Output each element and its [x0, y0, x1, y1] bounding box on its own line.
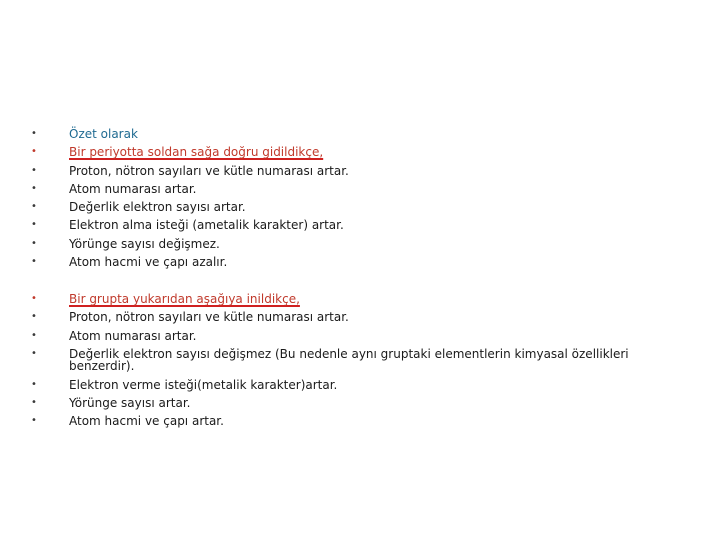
bullet-icon: • — [31, 329, 37, 341]
bullet-icon: • — [31, 128, 37, 139]
bullet-icon: • — [31, 256, 37, 268]
list-item — [28, 327, 668, 345]
list-item — [28, 412, 668, 430]
list-item-text: Değerlik elektron sayısı değişmez (Bu nedenle aynı gruptaki elementlerin kimyasal özellikleri benzerdir). — [69, 346, 629, 374]
bullet-icon: • — [31, 146, 37, 158]
list-item — [28, 253, 668, 271]
bullet-icon: • — [31, 347, 37, 359]
bullet-icon: • — [31, 415, 37, 427]
summary-heading: Özet olarak — [69, 127, 138, 141]
list-item — [28, 394, 668, 412]
group-heading: Bir grupta yukarıdan aşağıya inildikçe, — [69, 292, 300, 306]
bullet-icon: • — [31, 293, 37, 304]
bullet-icon: • — [31, 219, 37, 231]
list-item-text: Atom hacmi ve çapı azalır. — [69, 255, 228, 270]
list-item — [28, 308, 668, 326]
list-item-text: Değerlik elektron sayısı artar. — [69, 200, 246, 215]
list-item-period-heading — [28, 143, 668, 161]
period-heading: Bir periyotta soldan sağa doğru gidildikçe, — [69, 145, 324, 160]
bullet-icon: • — [31, 378, 37, 390]
list-item-text: Proton, nötron sayıları ve kütle numarası artar. — [69, 163, 349, 178]
bullet-icon: • — [31, 164, 37, 176]
list-item — [28, 345, 668, 376]
list-item-text: Atom hacmi ve çapı artar. — [69, 414, 224, 429]
list-item-summary-heading — [28, 125, 668, 143]
list-item-text: Yörünge sayısı değişmez. — [69, 236, 220, 251]
bullet-icon: • — [31, 237, 37, 249]
bullet-icon: • — [31, 182, 37, 194]
list-item — [28, 235, 668, 253]
list-item-text: Atom numarası artar. — [69, 181, 197, 196]
list-item — [28, 376, 668, 394]
bullet-icon: • — [31, 397, 37, 409]
list-item — [28, 198, 668, 216]
summary-list-group — [28, 290, 668, 431]
list-item — [28, 216, 668, 234]
list-item — [28, 180, 668, 198]
list-item-group-heading — [28, 290, 668, 308]
list-item-text: Elektron alma isteği (ametalik karakter) artar. — [69, 218, 344, 233]
list-item — [28, 162, 668, 180]
list-item-text: Yörünge sayısı artar. — [69, 396, 191, 411]
list-item-text: Proton, nötron sayıları ve kütle numarası artar. — [69, 310, 349, 325]
bullet-icon: • — [31, 201, 37, 213]
summary-list-period — [28, 125, 668, 271]
list-item-text: Atom numarası artar. — [69, 328, 197, 343]
bullet-icon: • — [31, 311, 37, 323]
list-item-text: Elektron verme isteği(metalik karakter)artar. — [69, 377, 338, 392]
